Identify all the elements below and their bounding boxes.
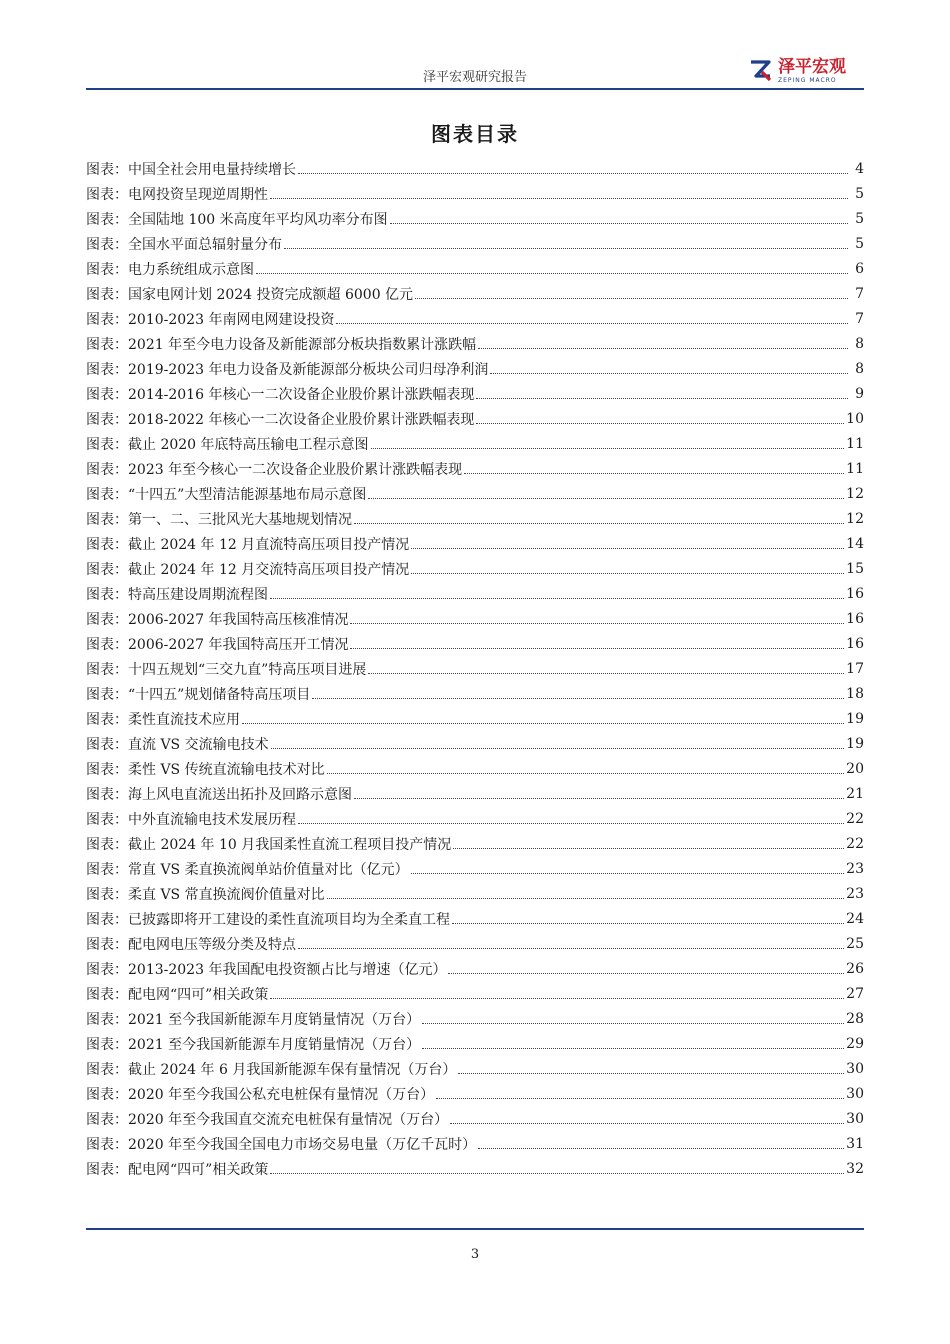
toc-entry-prefix: 图表： [86,761,128,778]
toc-entry[interactable] [86,306,864,331]
toc-dot-leader [478,347,848,349]
toc-entry-title: 截止 2024 年 12 月交流特高压项目投产情况 [128,561,410,578]
logo-mark-icon [748,58,774,84]
toc-entry-page: 10 [846,410,864,427]
toc-entry-prefix: 图表： [86,186,128,203]
toc-entry[interactable] [86,206,864,231]
toc-entry-page: 24 [846,910,864,927]
toc-dot-leader [298,822,844,824]
logo-text: 泽平宏观 [778,56,846,77]
toc-dot-leader [284,247,848,249]
toc-dot-leader [490,372,848,374]
toc-entry[interactable] [86,456,864,481]
toc-entry-page: 18 [846,685,864,702]
toc-entry-title: 海上风电直流送出拓扑及回路示意图 [128,786,352,803]
toc-entry[interactable] [86,806,864,831]
toc-entry-prefix: 图表： [86,411,128,428]
toc-entry-prefix: 图表： [86,511,128,528]
toc-entry-prefix: 图表： [86,1161,128,1178]
toc-entry[interactable] [86,381,864,406]
toc-entry-title: 柔性 VS 传统直流输电技术对比 [128,761,325,778]
toc-entry[interactable] [86,906,864,931]
toc-dot-leader [478,1147,844,1149]
toc-entry-page: 14 [846,535,864,552]
toc-entry[interactable] [86,1081,864,1106]
toc-dot-leader [354,522,844,524]
toc-entry-page: 12 [846,485,864,502]
toc-entry-title: 全国陆地 100 米高度年平均风功率分布图 [128,211,388,228]
toc-entry-title: 2021 至今我国新能源车月度销量情况（万台） [128,1036,421,1053]
toc-entry-title: 已披露即将开工建设的柔性直流项目均为全柔直工程 [128,911,450,928]
toc-entry-title: “十四五”大型清洁能源基地布局示意图 [128,486,367,503]
toc-entry-title: 第一、二、三批风光大基地规划情况 [128,511,352,528]
toc-dot-leader [312,697,844,699]
toc-entry-title: 2021 至今我国新能源车月度销量情况（万台） [128,1011,421,1028]
toc-entry-page: 22 [846,835,864,852]
toc-entry-title: 截止 2024 年 12 月直流特高压项目投产情况 [128,536,410,553]
toc-entry-prefix: 图表： [86,336,128,353]
toc-entry-title: 2019-2023 年电力设备及新能源部分板块公司归母净利润 [128,361,489,378]
toc-entry-prefix: 图表： [86,261,128,278]
toc-dot-leader [368,672,844,674]
toc-entry-title: 国家电网计划 2024 投资完成额超 6000 亿元 [128,286,414,303]
toc-entry-page: 5 [855,235,864,252]
toc-entry-page: 11 [846,460,864,477]
toc-dot-leader [350,647,844,649]
toc-entry-title: 配电网“四可”相关政策 [128,1161,269,1178]
toc-entry-page: 25 [846,935,864,952]
toc-entry-prefix: 图表： [86,586,128,603]
toc-dot-leader [368,497,844,499]
toc-entry[interactable] [86,1106,864,1131]
footer-rule [86,1228,864,1230]
toc-entry-prefix: 图表： [86,636,128,653]
toc-entry[interactable] [86,331,864,356]
toc-entry-prefix: 图表： [86,161,128,178]
toc-entry[interactable] [86,506,864,531]
toc-dot-leader [327,897,845,899]
toc-entry[interactable] [86,531,864,556]
toc-entry-prefix: 图表： [86,1061,128,1078]
toc-entry-prefix: 图表： [86,611,128,628]
toc-dot-leader [476,397,848,399]
toc-entry-page: 29 [846,1035,864,1052]
toc-dot-leader [371,447,845,449]
toc-entry-page: 11 [846,435,864,452]
toc-entry-title: 常直 VS 柔直换流阀单站价值量对比（亿元） [128,861,409,878]
toc-entry-page: 17 [846,660,864,677]
toc-entry[interactable] [86,1031,864,1056]
toc-entry-page: 30 [846,1085,864,1102]
toc-entry-title: 特高压建设周期流程图 [128,586,268,603]
toc-dot-leader [327,772,845,774]
toc-entry[interactable] [86,881,864,906]
toc-entry[interactable] [86,281,864,306]
toc-dot-leader [476,422,844,424]
toc-entry-page: 16 [846,585,864,602]
toc-entry-prefix: 图表： [86,736,128,753]
page-title: 图表目录 [431,122,519,146]
toc-entry[interactable] [86,1056,864,1081]
toc-dot-leader [422,1022,844,1024]
toc-entry[interactable] [86,731,864,756]
toc-entry-title: 2020 年至今我国直交流充电桩保有量情况（万台） [128,1111,449,1128]
toc-entry-prefix: 图表： [86,461,128,478]
toc-dot-leader [450,1122,844,1124]
toc-entry-page: 27 [846,985,864,1002]
toc-entry[interactable] [86,406,864,431]
toc-entry-prefix: 图表： [86,786,128,803]
toc-entry-prefix: 图表： [86,836,128,853]
toc-entry-prefix: 图表： [86,911,128,928]
toc-entry[interactable] [86,981,864,1006]
toc-entry-prefix: 图表： [86,811,128,828]
toc-entry-page: 8 [855,360,864,377]
toc-entry-prefix: 图表： [86,886,128,903]
toc-entry-title: 柔直 VS 常直换流阀价值量对比 [128,886,325,903]
toc-entry[interactable] [86,581,864,606]
toc-entry[interactable] [86,156,864,181]
toc-entry-prefix: 图表： [86,711,128,728]
toc-dot-leader [270,597,844,599]
toc-entry-prefix: 图表： [86,686,128,703]
toc-dot-leader [242,722,844,724]
toc-entry-page: 7 [855,285,864,302]
toc-entry[interactable] [86,231,864,256]
toc-dot-leader [390,222,848,224]
toc-entry-prefix: 图表： [86,1136,128,1153]
toc-entry-title: 2006-2027 年我国特高压开工情况 [128,636,349,653]
toc-entry-prefix: 图表： [86,961,128,978]
table-of-figures [86,156,864,1181]
toc-entry-page: 6 [855,260,864,277]
toc-entry-prefix: 图表： [86,486,128,503]
toc-entry-title: 2020 年至今我国公私充电桩保有量情况（万台） [128,1086,435,1103]
toc-entry[interactable] [86,1006,864,1031]
toc-entry-title: 十四五规划“三交九直”特高压项目进展 [128,661,367,678]
toc-entry-page: 28 [846,1010,864,1027]
toc-dot-leader [411,872,845,874]
toc-entry-title: 配电网电压等级分类及特点 [128,936,296,953]
toc-dot-leader [415,297,848,299]
toc-entry-title: 中国全社会用电量持续增长 [128,161,296,178]
toc-entry-page: 16 [846,610,864,627]
toc-entry-page: 23 [846,860,864,877]
toc-entry-title: 2013-2023 年我国配电投资额占比与增速（亿元） [128,961,447,978]
toc-entry-prefix: 图表： [86,536,128,553]
toc-entry-prefix: 图表： [86,561,128,578]
toc-dot-leader [270,197,848,199]
toc-dot-leader [270,997,844,999]
toc-entry-prefix: 图表： [86,386,128,403]
toc-entry[interactable] [86,556,864,581]
toc-entry-page: 30 [846,1060,864,1077]
toc-entry-title: 中外直流输电技术发展历程 [128,811,296,828]
toc-dot-leader [336,322,848,324]
toc-entry-title: 截止 2020 年底特高压输电工程示意图 [128,436,369,453]
toc-dot-leader [422,1047,844,1049]
toc-entry-page: 5 [855,185,864,202]
toc-dot-leader [298,172,848,174]
toc-entry-title: “十四五”规划储备特高压项目 [128,686,311,703]
toc-dot-leader [436,1097,844,1099]
toc-dot-leader [271,747,845,749]
page-number: 3 [470,1247,480,1262]
toc-entry-title: 柔性直流技术应用 [128,711,240,728]
toc-entry-page: 16 [846,635,864,652]
toc-dot-leader [453,847,844,849]
toc-entry[interactable] [86,256,864,281]
toc-entry-prefix: 图表： [86,936,128,953]
toc-dot-leader [411,547,844,549]
toc-entry-prefix: 图表： [86,236,128,253]
toc-entry-page: 19 [846,710,864,727]
toc-entry-title: 2018-2022 年核心一二次设备企业股价累计涨跌幅表现 [128,411,475,428]
toc-dot-leader [464,472,844,474]
toc-entry[interactable] [86,431,864,456]
toc-entry-page: 21 [846,785,864,802]
toc-entry-page: 32 [846,1160,864,1177]
toc-entry-title: 截止 2024 年 6 月我国新能源车保有量情况（万台） [128,1061,457,1078]
toc-entry-title: 2020 年至今我国全国电力市场交易电量（万亿千瓦时） [128,1136,477,1153]
toc-dot-leader [452,922,844,924]
toc-entry-prefix: 图表： [86,286,128,303]
toc-entry[interactable] [86,831,864,856]
toc-entry-title: 2023 年至今核心一二次设备企业股价累计涨跌幅表现 [128,461,463,478]
toc-dot-leader [256,272,848,274]
toc-entry-prefix: 图表： [86,1011,128,1028]
toc-entry[interactable] [86,856,864,881]
toc-entry-prefix: 图表： [86,661,128,678]
toc-dot-leader [411,572,844,574]
toc-entry-page: 5 [855,210,864,227]
toc-entry-prefix: 图表： [86,861,128,878]
toc-entry[interactable] [86,481,864,506]
toc-entry-prefix: 图表： [86,361,128,378]
toc-entry-page: 12 [846,510,864,527]
toc-entry-prefix: 图表： [86,436,128,453]
toc-entry[interactable] [86,356,864,381]
toc-entry-page: 23 [846,885,864,902]
toc-entry[interactable] [86,181,864,206]
report-header-title: 泽平宏观研究报告 [422,70,527,85]
toc-dot-leader [298,947,844,949]
toc-entry[interactable] [86,781,864,806]
toc-entry-title: 2010-2023 年南网电网建设投资 [128,311,335,328]
toc-dot-leader [270,1172,844,1174]
toc-entry[interactable] [86,631,864,656]
brand-logo [748,56,846,86]
toc-entry-page: 30 [846,1110,864,1127]
toc-entry-prefix: 图表： [86,986,128,1003]
toc-entry-page: 22 [846,810,864,827]
toc-entry-prefix: 图表： [86,1036,128,1053]
toc-entry-title: 2006-2027 年我国特高压核准情况 [128,611,349,628]
toc-dot-leader [458,1072,844,1074]
toc-entry[interactable] [86,706,864,731]
toc-entry-page: 7 [855,310,864,327]
toc-entry[interactable] [86,606,864,631]
logo-subtext: ZEPING MACRO [778,76,837,84]
toc-entry-page: 4 [855,160,864,177]
toc-entry-prefix: 图表： [86,211,128,228]
toc-entry[interactable] [86,681,864,706]
toc-entry-title: 2021 年至今电力设备及新能源部分板块指数累计涨跌幅 [128,336,477,353]
toc-entry[interactable] [86,1156,864,1181]
toc-entry-title: 电力系统组成示意图 [128,261,254,278]
toc-entry-prefix: 图表： [86,311,128,328]
header-rule [86,88,864,90]
toc-entry[interactable] [86,656,864,681]
toc-entry-title: 配电网“四可”相关政策 [128,986,269,1003]
toc-entry-title: 2014-2016 年核心一二次设备企业股价累计涨跌幅表现 [128,386,475,403]
toc-entry[interactable] [86,956,864,981]
toc-dot-leader [354,797,844,799]
toc-entry-title: 全国水平面总辐射量分布 [128,236,282,253]
toc-entry-page: 31 [846,1135,864,1152]
toc-entry[interactable] [86,756,864,781]
toc-entry-title: 截止 2024 年 10 月我国柔性直流工程项目投产情况 [128,836,452,853]
toc-entry-prefix: 图表： [86,1086,128,1103]
toc-entry-page: 19 [846,735,864,752]
toc-dot-leader [448,972,844,974]
toc-entry-prefix: 图表： [86,1111,128,1128]
toc-entry[interactable] [86,931,864,956]
toc-entry-page: 26 [846,960,864,977]
toc-entry[interactable] [86,1131,864,1156]
toc-entry-title: 电网投资呈现逆周期性 [128,186,268,203]
toc-entry-title: 直流 VS 交流输电技术 [128,736,269,753]
toc-entry-page: 20 [846,760,864,777]
toc-entry-page: 9 [855,385,864,402]
toc-dot-leader [350,622,844,624]
toc-entry-page: 8 [855,335,864,352]
toc-entry-page: 15 [846,560,864,577]
